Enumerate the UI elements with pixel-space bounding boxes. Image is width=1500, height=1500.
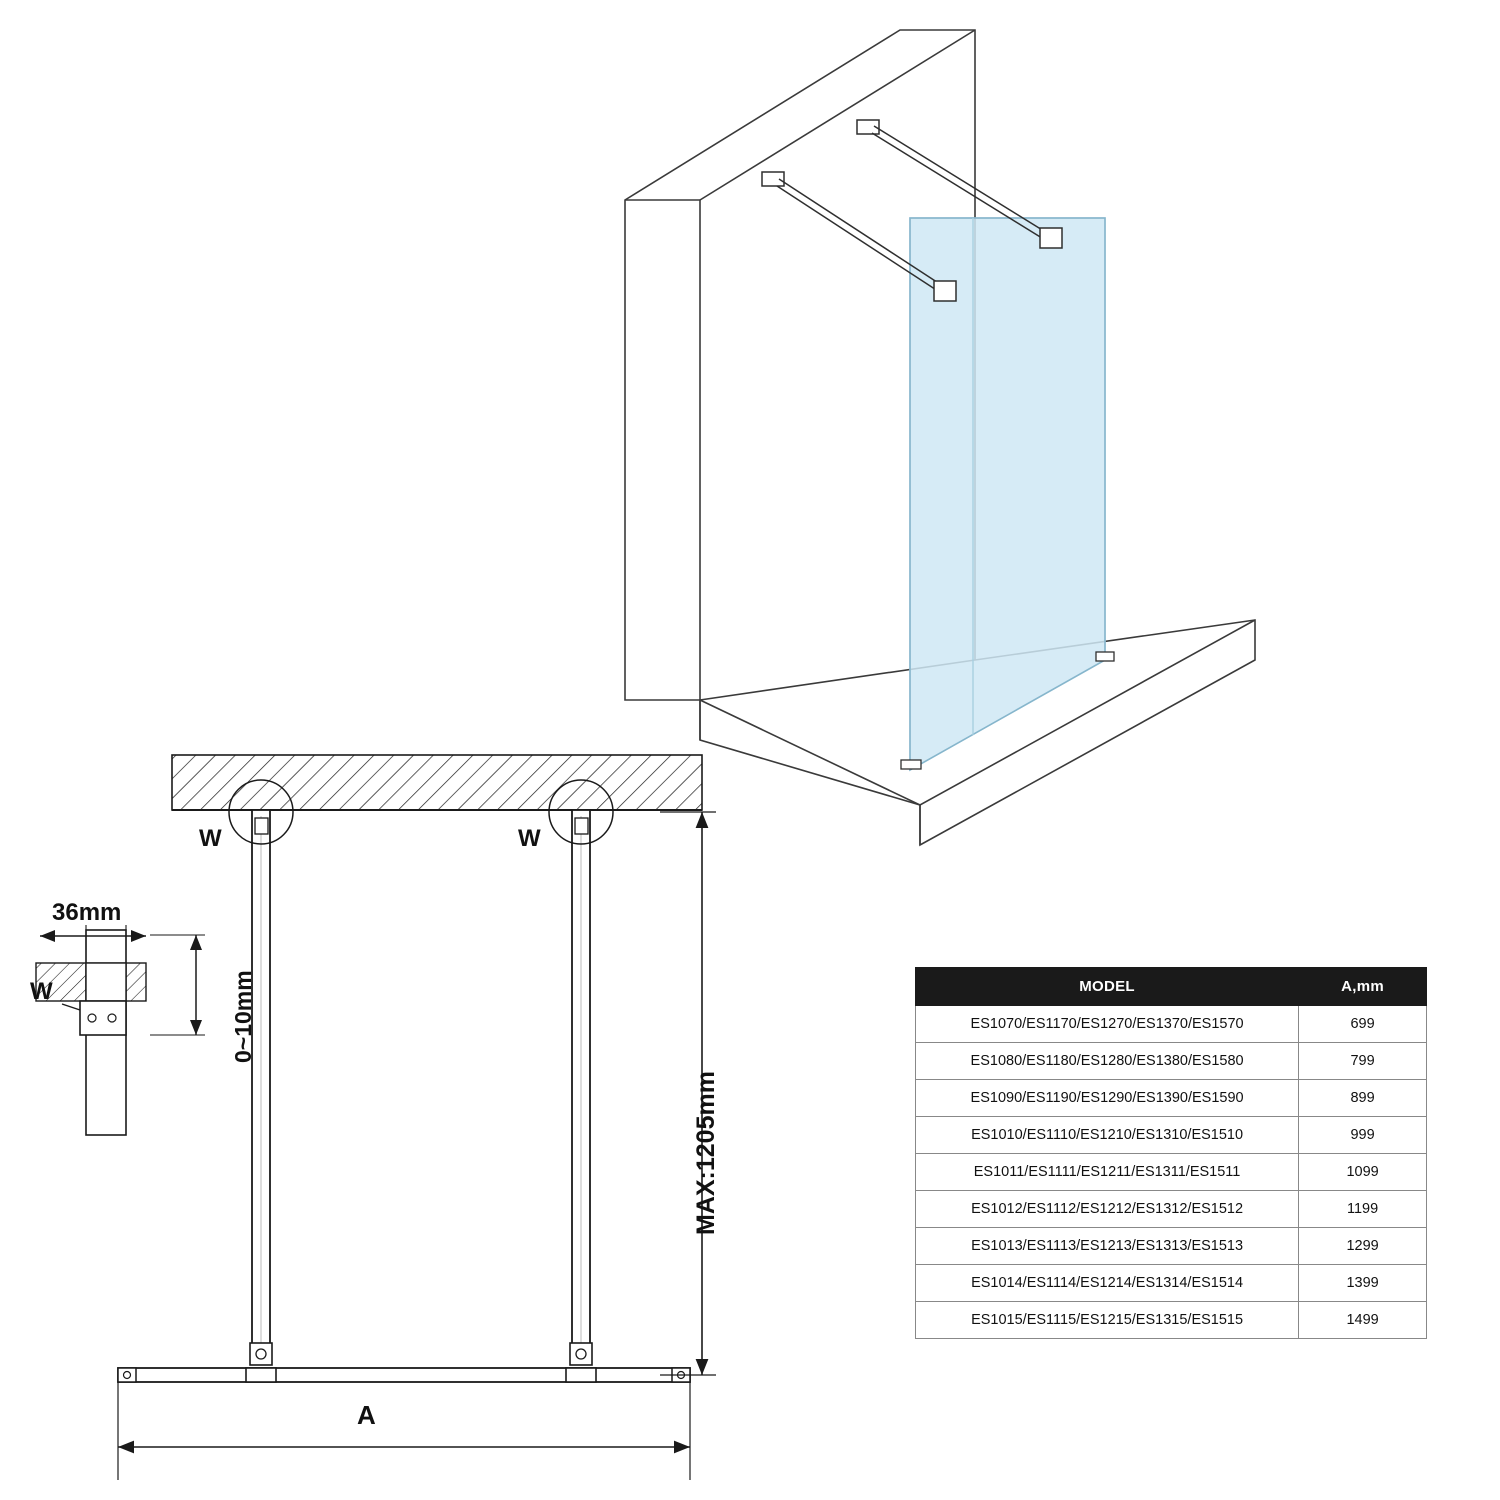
table-body (916, 1006, 1427, 1339)
table-row (916, 1117, 1427, 1154)
cell-a-value: 1099 (1299, 1154, 1427, 1191)
cell-model: ES1012/ES1112/ES1212/ES1312/ES1512 (916, 1191, 1299, 1228)
cell-model: ES1015/ES1115/ES1215/ES1315/ES1515 (916, 1302, 1299, 1339)
model-spec-table (915, 967, 1427, 1339)
table-row (916, 1006, 1427, 1043)
cell-model: ES1080/ES1180/ES1280/ES1380/ES1580 (916, 1043, 1299, 1080)
label-bracket-w-top-right: W (518, 825, 541, 852)
cell-a-value: 1199 (1299, 1191, 1427, 1228)
front-elevation-view (118, 755, 716, 1480)
cell-model: ES1013/ES1113/ES1213/ES1313/ES1513 (916, 1228, 1299, 1265)
label-bracket-w-detail: W (30, 978, 53, 1005)
cell-a-value: 1499 (1299, 1302, 1427, 1339)
table-header-row (916, 968, 1427, 1006)
cell-a-value: 699 (1299, 1006, 1427, 1043)
cell-a-value: 899 (1299, 1080, 1427, 1117)
cell-a-value: 799 (1299, 1043, 1427, 1080)
table-row (916, 1228, 1427, 1265)
cell-model: ES1010/ES1110/ES1210/ES1310/ES1510 (916, 1117, 1299, 1154)
cell-a-value: 1399 (1299, 1265, 1427, 1302)
table-row (916, 1154, 1427, 1191)
isometric-view (625, 30, 1255, 845)
label-max-height: MAX:1205mm (692, 1071, 720, 1235)
label-bracket-w-top-left: W (199, 825, 222, 852)
cell-model: ES1011/ES1111/ES1211/ES1311/ES1511 (916, 1154, 1299, 1191)
label-36mm: 36mm (52, 899, 122, 926)
cell-a-value: 999 (1299, 1117, 1427, 1154)
table-row (916, 1265, 1427, 1302)
table-row (916, 1080, 1427, 1117)
label-gap-range: 0~10mm (230, 970, 256, 1063)
table-row (916, 1191, 1427, 1228)
table-row (916, 1302, 1427, 1339)
bracket-detail-w (36, 925, 205, 1135)
cell-model: ES1070/ES1170/ES1270/ES1370/ES1570 (916, 1006, 1299, 1043)
table-row (916, 1043, 1427, 1080)
label-dimension-a: A (357, 1400, 376, 1430)
cell-model: ES1014/ES1114/ES1214/ES1314/ES1514 (916, 1265, 1299, 1302)
column-header-model: MODEL (916, 968, 1299, 1006)
cell-model: ES1090/ES1190/ES1290/ES1390/ES1590 (916, 1080, 1299, 1117)
cell-a-value: 1299 (1299, 1228, 1427, 1265)
column-header-a-mm: A,mm (1299, 968, 1427, 1006)
